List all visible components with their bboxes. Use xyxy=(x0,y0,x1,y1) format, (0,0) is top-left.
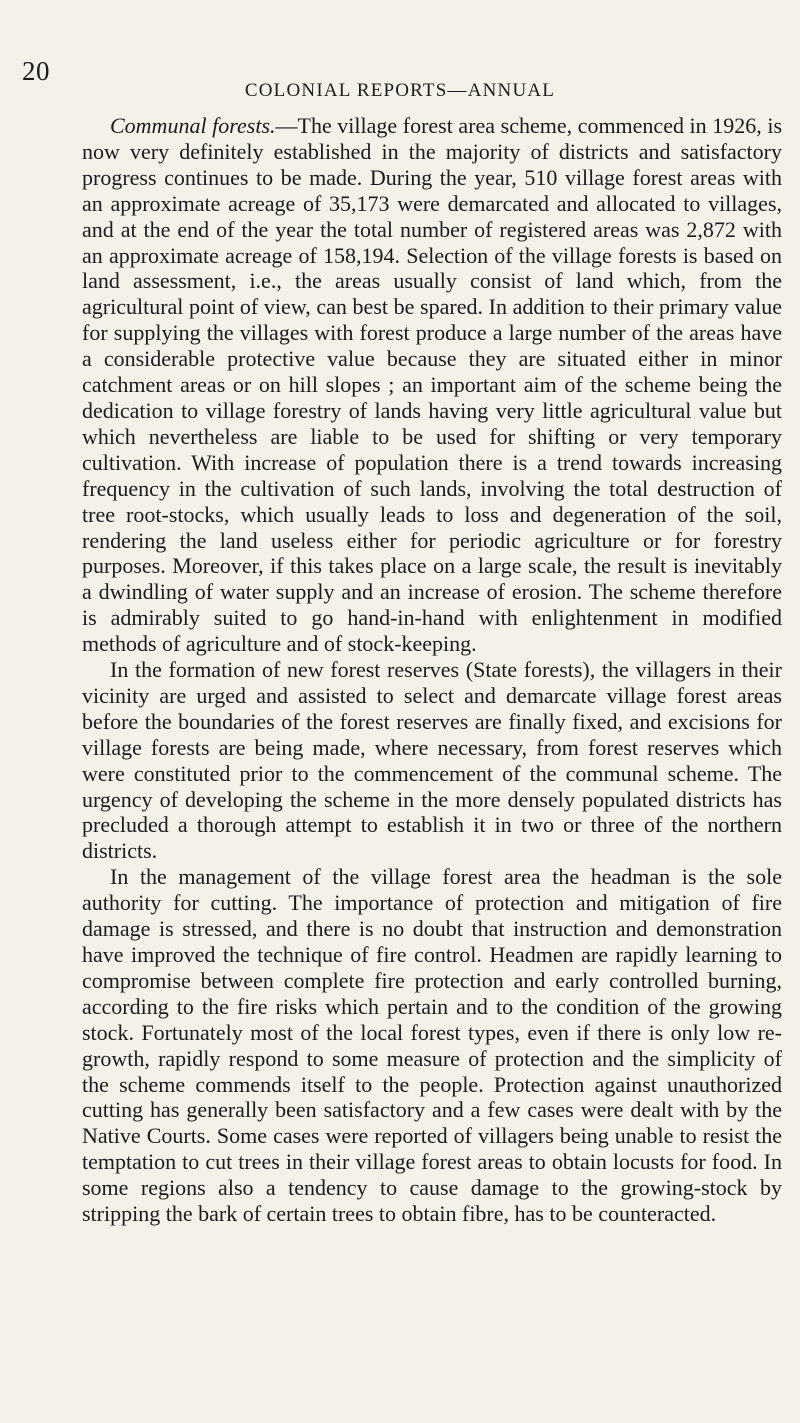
paragraph-1 xyxy=(82,113,782,657)
body-text xyxy=(82,113,782,1227)
paragraph-1-text: —The village forest area scheme, commenced in 1926, is now very definitely established in the majority of districts and satisfactory progress continues to be made. During the year, 510 village forest areas with an approximate acreage of 35,173 were demarcated and allocated to villages, and at the end of the year the total number of registered areas was 2,872 with an approximate acreage of 158,194. Selection of the village forests is based on land assessment, i.e., the areas usually consist of land which, from the agricultural point of view, can best be spared. In addition to their primary value for supplying the villages with forest produce a large number of the areas have a considerable protective value because they are situated either in minor catchment areas or on hill slopes ; an important aim of the scheme being the dedication to village forestry of lands having very little agricultural value but which nevertheless are liable to be used for shifting or very temporary cultivation. With increase of population there is a trend towards increasing frequency in the cultivation of such lands, involving the total destruction of tree root-stocks, which usually leads to loss and degeneration of the soil, rendering the land useless either for periodic agriculture or for forestry purposes. Moreover, if this takes place on a large scale, the result is inevitably a dwindling of water supply and an increase of erosion. The scheme therefore is admirably suited to go hand-in-hand with enlightenment in modified methods of agriculture and of stock-keeping. xyxy=(82,113,782,657)
page-number: 20 xyxy=(22,56,50,86)
running-head: COLONIAL REPORTS—ANNUAL xyxy=(244,80,556,101)
section-heading: Communal forests. xyxy=(110,113,276,138)
paragraph-2: In the formation of new forest reserves (State forests), the villagers in their vicinity are urged and assisted to select and demarcate village forest areas before the boundaries of the forest reserves are finally fixed, and excisions for village forests are being made, where necessary, from forest reserves which were constituted prior to the commencement of the communal scheme. The urgency of developing the scheme in the more densely populated districts has precluded a thorough attempt to establish it in two or three of the northern districts. xyxy=(82,657,782,864)
paragraph-3: In the management of the village forest area the headman is the sole authority for cutting. The importance of protection and mitigation of fire damage is stressed, and there is no doubt that instruction and demonstration have improved the technique of fire control. Headmen are rapidly learning to compromise between complete fire protection and early controlled burning, according to the fire risks which pertain and to the condition of the growing stock. Fortunately most of the local forest types, even if there is only low re-growth, rapidly respond to some measure of protection and the simplicity of the scheme commends itself to the people. Protection against unauthorized cutting has generally been satisfactory and a few cases were dealt with by the Native Courts. Some cases were reported of villagers being unable to resist the temptation to cut trees in their village forest areas to obtain locusts for food. In some regions also a tendency to cause damage to the growing-stock by stripping the bark of certain trees to obtain fibre, has to be counteracted. xyxy=(82,864,782,1227)
